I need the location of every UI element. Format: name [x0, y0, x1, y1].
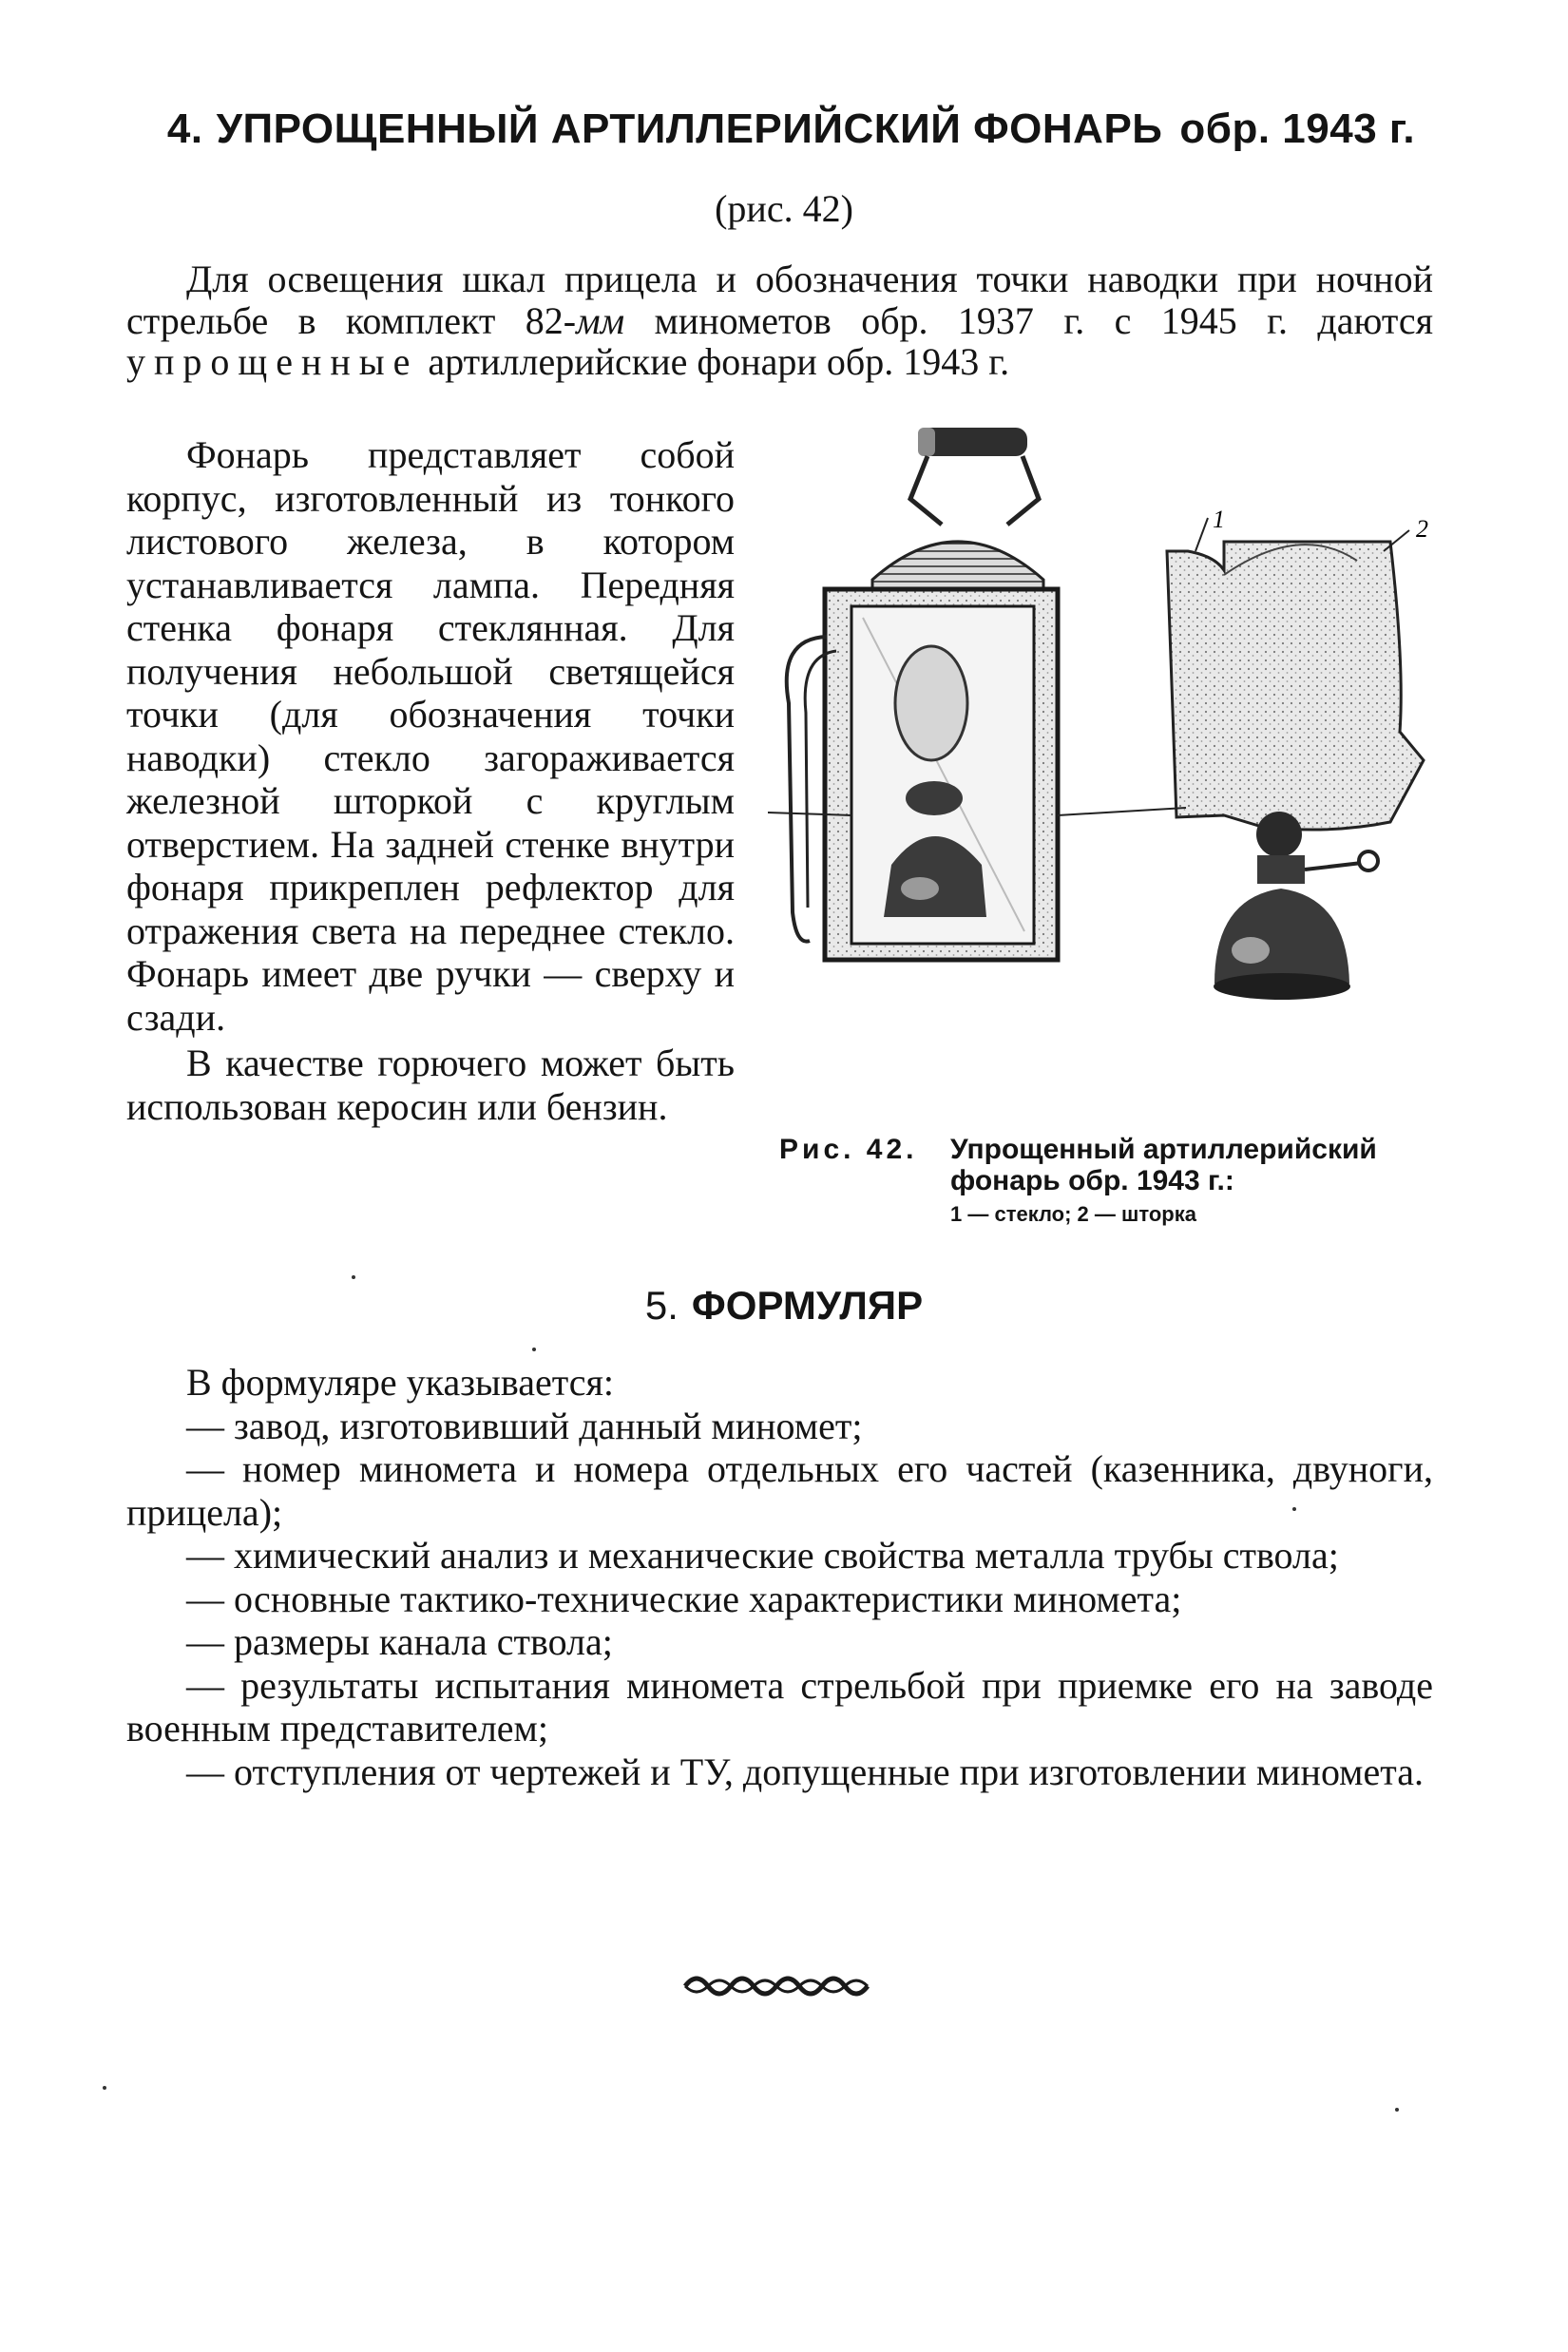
list-item: — основные тактико-технические характеристики миномета;: [186, 1577, 1182, 1620]
print-speck: [103, 2086, 106, 2090]
intro-part-2: минометов обр. 1937 г. с 1945 г. даются: [624, 298, 1433, 342]
section-4-title: УПРОЩЕННЫЙ АРТИЛЛЕРИЙСКИЙ ФОНАРЬ: [216, 105, 1163, 152]
section-5-number: 5.: [644, 1283, 679, 1328]
list-item: — результаты испытания миномета стрельбой при приемке его на заводе военным представителем;: [126, 1663, 1433, 1750]
section-4-text-column: [126, 433, 735, 1128]
print-speck: [1292, 1507, 1296, 1511]
list-item: — отступления от чертежей и ТУ, допущенные при изготовлении миномета.: [186, 1750, 1424, 1793]
intro-part-3: артиллерийские фонари обр. 1943 г.: [418, 340, 1010, 383]
section-4-number: 4.: [166, 105, 203, 152]
caption-line-1: Упрощенный артиллерийский: [950, 1134, 1377, 1165]
formular-list: [126, 1361, 1433, 1793]
section-5-title: ФОРМУЛЯР: [691, 1283, 924, 1328]
section-5-heading: [0, 1283, 1568, 1329]
list-item: — завод, изготовивший данный миномет;: [186, 1404, 863, 1447]
figure-label-1: 1: [1213, 506, 1225, 533]
fuel-paragraph: В качестве горючего может быть использован керосин или бензин.: [126, 1042, 735, 1128]
caption-label: Рис. 42.: [779, 1134, 918, 1165]
figure-caption: [779, 1134, 1463, 1230]
wave-ornament-icon: [679, 1965, 870, 2003]
intro-spaced-word: упрощенные: [126, 340, 419, 383]
lantern-drawing-icon: [768, 418, 1452, 1121]
section-4-heading: [128, 106, 1454, 152]
formular-lead: В формуляре указывается:: [186, 1361, 615, 1404]
lantern-description-paragraph: Фонарь представляет собой корпус, изготовленный из тонкого листового железа, в котором устанавливается лампа. Передняя стенка фонаря стеклянная. Для получения небольшой светящейся точки (для обозначения точки наводки) стекло загораживается железной шторкой с круглым отверстием. На задней стенке внутри фонаря прикреплен рефлектор для отражения света на переднее стекло. Фонарь имеет две ручки — сверху и сзади.: [126, 433, 735, 1039]
print-speck: [1395, 2108, 1399, 2112]
intro-part-1: Для освещения шкал прицела и обозначения точки наводки при ночной стрельбе в комплект 82-: [126, 258, 1433, 342]
section-4-title-suffix: обр. 1943 г.: [1179, 105, 1416, 152]
figure-reference: (рис. 42): [715, 187, 853, 230]
list-item: — размеры канала ствола;: [186, 1620, 613, 1663]
intro-paragraph: [126, 258, 1433, 383]
caption-line-2: фонарь обр. 1943 г.:: [950, 1165, 1234, 1196]
list-item: — номер миномета и номера отдельных его частей (казенника, двуноги, прицела);: [126, 1447, 1433, 1534]
lantern-illustration: [768, 418, 1452, 1121]
figure-label-2: 2: [1416, 515, 1428, 543]
intro-unit: мм: [576, 298, 625, 342]
section-4-intro: [126, 258, 1433, 383]
list-item: — химический анализ и механические свойства металла трубы ствола;: [186, 1534, 1339, 1577]
print-speck: [352, 1275, 355, 1279]
caption-legend: 1 — стекло; 2 — шторка: [950, 1202, 1196, 1226]
print-speck: [532, 1348, 536, 1351]
